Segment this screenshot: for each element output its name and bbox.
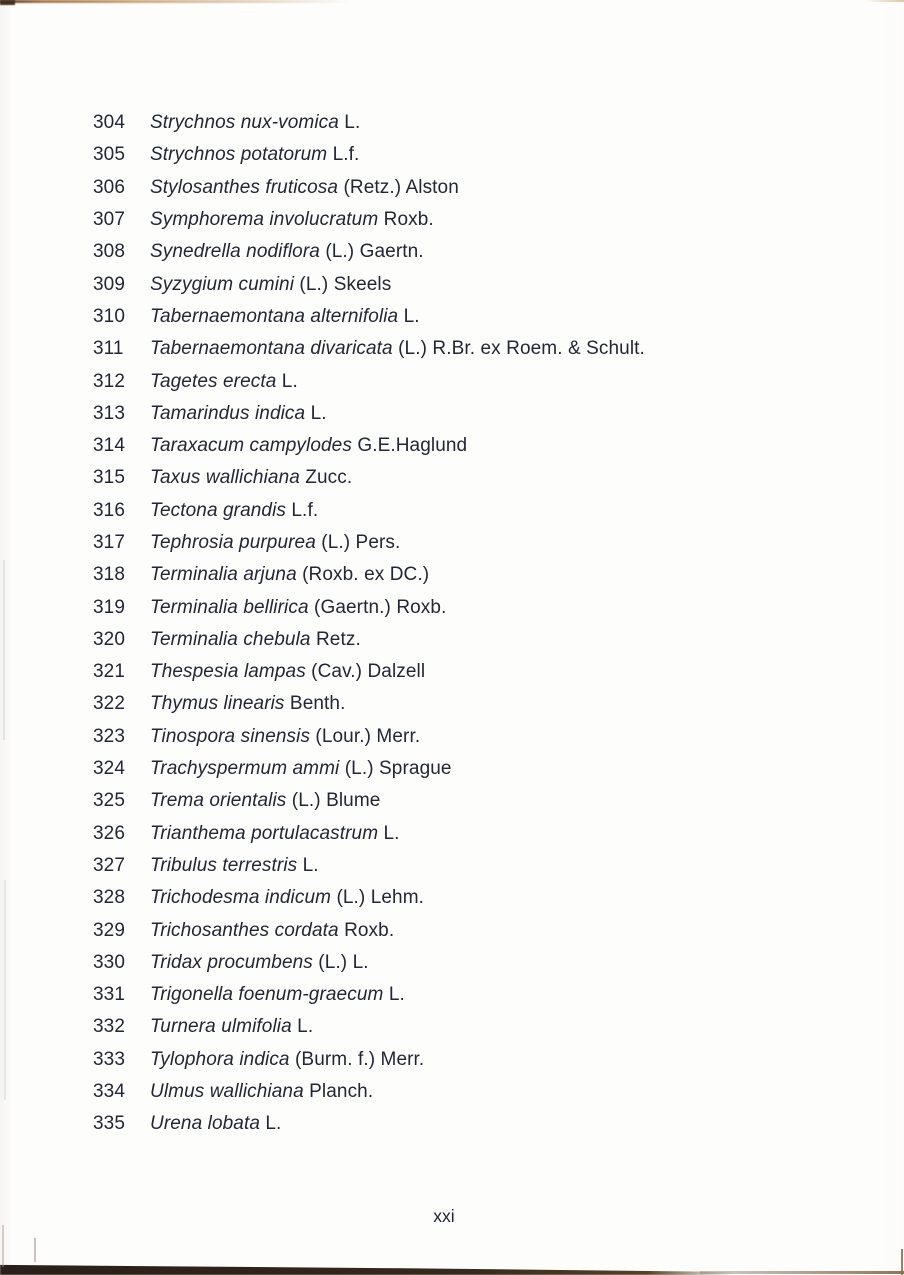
species-entry [150,241,424,263]
list-item [0,268,904,300]
species-name: Tabernaemontana alternifolia [150,305,399,327]
item-number: 333 [93,1048,126,1070]
species-entry [150,1113,281,1135]
item-number: 312 [93,370,126,392]
species-author: Roxb. [378,209,434,231]
species-entry [150,209,434,231]
item-number: 334 [93,1081,126,1103]
species-entry [150,726,420,748]
species-name: Turnera ulmifolia [150,1016,292,1038]
species-author: (L.) Sprague [339,758,452,780]
page-number: xxi [433,1206,455,1226]
species-name: Trianthema portulacastrum [150,822,379,844]
species-entry [150,564,429,586]
item-number: 308 [93,241,126,263]
species-name: Strychnos potatorum [150,144,328,166]
list-item [0,753,904,785]
item-number: 329 [93,919,126,941]
species-name: Thymus linearis [150,693,285,715]
species-author: (L.) Lehm. [331,887,425,909]
list-item [0,914,904,946]
species-author: L. [291,1016,314,1038]
scan-streak [2,1225,4,1267]
species-author: (Cav.) Dalzell [305,661,426,683]
species-author: (Gaertn.) Roxb. [308,596,447,618]
species-entry [150,920,394,942]
species-author: (Burm. f.) Merr. [289,1048,425,1070]
species-author: L. [338,112,361,134]
species-author: L. [398,305,420,327]
species-name: Urena lobata [150,1113,260,1135]
list-item [0,430,904,462]
list-item [0,850,904,882]
item-number: 307 [93,209,126,231]
species-name: Tribulus terrestris [150,854,298,876]
scan-streak [34,1238,36,1262]
species-entry [150,855,319,877]
species-author: (Lour.) Merr. [310,725,421,747]
species-entry [150,1016,313,1038]
species-author: L. [260,1113,282,1135]
species-name: Trachyspermum ammi [150,758,340,780]
item-number: 331 [93,984,126,1006]
species-entry [150,790,380,812]
species-list [0,107,904,1141]
scan-edge-top-left-corner [0,0,15,5]
species-entry [150,984,405,1006]
species-entry [150,112,360,134]
list-item [0,785,904,817]
item-number: 317 [93,532,126,553]
species-name: Symphorema involucratum [150,209,379,231]
item-number: 314 [93,435,126,457]
species-entry [150,371,298,393]
item-number: 305 [93,144,126,166]
species-author: Zucc. [299,467,353,489]
item-number: 327 [93,854,126,876]
list-item [0,979,904,1011]
list-item [0,495,904,527]
species-entry [150,274,391,296]
list-item [0,236,904,268]
list-item [0,688,904,720]
species-author: L. [383,984,405,1006]
item-number: 316 [93,499,126,521]
list-item [0,398,904,430]
list-item [0,947,904,979]
species-name: Terminalia arjuna [150,564,297,586]
species-entry [150,532,400,554]
species-entry [150,952,369,974]
species-entry [150,1049,424,1071]
item-number: 320 [93,628,126,650]
item-number: 321 [93,661,126,683]
item-number: 326 [93,822,126,844]
species-author: (L.) L. [312,951,369,973]
species-entry [150,144,359,166]
item-number: 304 [93,112,126,134]
species-author: L.f. [327,144,360,166]
species-name: Terminalia chebula [150,628,311,650]
species-author: Roxb. [338,919,395,941]
scan-edge-right-corner [901,1249,903,1275]
item-number: 328 [93,887,126,909]
species-entry [150,693,345,715]
species-name: Taxus wallichiana [150,467,300,489]
scan-edge-top [0,0,350,3]
species-author: L. [276,370,298,392]
species-entry [150,1081,373,1103]
list-item [0,301,904,333]
item-number: 315 [93,467,126,489]
list-item [0,365,904,397]
species-entry [150,403,327,425]
item-number: 311 [93,338,124,360]
species-name: Trigonella foenum-graecum [150,984,384,1006]
item-number: 310 [93,305,126,327]
species-entry [150,629,361,651]
species-author: Planch. [303,1081,374,1103]
species-author: L.f. [286,499,319,521]
list-item [0,882,904,914]
species-author: (L.) Pers. [315,532,401,553]
list-item [0,527,904,559]
list-item [0,1076,904,1108]
species-name: Trema orientalis [150,790,287,812]
species-entry [150,823,400,845]
species-name: Terminalia bellirica [150,596,309,618]
species-entry [150,306,420,328]
species-name: Stylosanthes fruticosa [150,176,339,198]
species-name: Tagetes erecta [150,370,277,392]
item-number: 319 [93,596,126,618]
species-entry [150,177,459,199]
species-author: L. [378,822,400,844]
scan-edge-bottom [0,1261,735,1275]
species-author: Retz. [310,628,361,650]
list-item [0,107,904,139]
species-author: (L.) Blume [286,790,381,812]
species-author: (L.) R.Br. ex Roem. & Schult. [392,338,645,360]
list-item [0,462,904,494]
item-number: 306 [93,176,126,198]
species-entry [150,338,645,360]
species-author: L. [297,854,319,876]
list-item [0,333,904,365]
item-number: 335 [93,1113,126,1135]
list-item [0,204,904,236]
species-name: Tamarindus indica [150,402,306,424]
species-author: (L.) Skeels [294,273,392,295]
list-item [0,1011,904,1043]
species-name: Tabernaemontana divaricata [150,338,393,360]
list-item [0,656,904,688]
list-item [0,1108,904,1140]
species-name: Tectona grandis [150,499,287,521]
item-number: 330 [93,951,126,973]
list-item [0,624,904,656]
species-name: Synedrella nodiflora [150,241,320,263]
scan-edge-bottom-right [700,1271,904,1274]
species-author: (Retz.) Alston [338,176,459,198]
species-name: Tephrosia purpurea [150,532,316,553]
species-author: Benth. [284,693,346,715]
species-entry [150,758,452,780]
list-item [0,1044,904,1076]
item-number: 322 [93,693,126,715]
species-author: G.E.Haglund [351,435,468,457]
species-entry [150,887,424,909]
scan-edge-top-right [864,0,904,2]
item-number: 309 [93,273,126,295]
species-name: Strychnos nux-vomica [150,112,339,134]
species-name: Ulmus wallichiana [150,1081,304,1103]
species-name: Trichosanthes cordata [150,919,339,941]
species-entry [150,597,446,619]
list-item [0,139,904,171]
list-item [0,591,904,623]
species-name: Trichodesma indicum [150,887,332,909]
species-author: L. [305,402,327,424]
species-name: Tylophora indica [150,1048,290,1070]
item-number: 318 [93,564,126,586]
species-author: (L.) Gaertn. [319,241,424,263]
species-name: Tridax procumbens [150,951,313,973]
species-entry [150,435,467,457]
list-item [0,721,904,753]
species-author: (Roxb. ex DC.) [296,564,430,586]
species-name: Thespesia lampas [150,661,306,683]
item-number: 323 [93,725,126,747]
list-item [0,172,904,204]
list-item [0,559,904,591]
item-number: 325 [93,790,126,812]
species-entry [150,467,352,489]
list-item [0,818,904,850]
item-number: 313 [93,402,126,424]
species-name: Taraxacum campylodes [150,435,352,457]
species-entry [150,661,425,683]
species-entry [150,500,318,522]
species-name: Tinospora sinensis [150,725,311,747]
species-name: Syzygium cumini [150,273,295,295]
item-number: 332 [93,1016,126,1038]
item-number: 324 [93,758,126,780]
